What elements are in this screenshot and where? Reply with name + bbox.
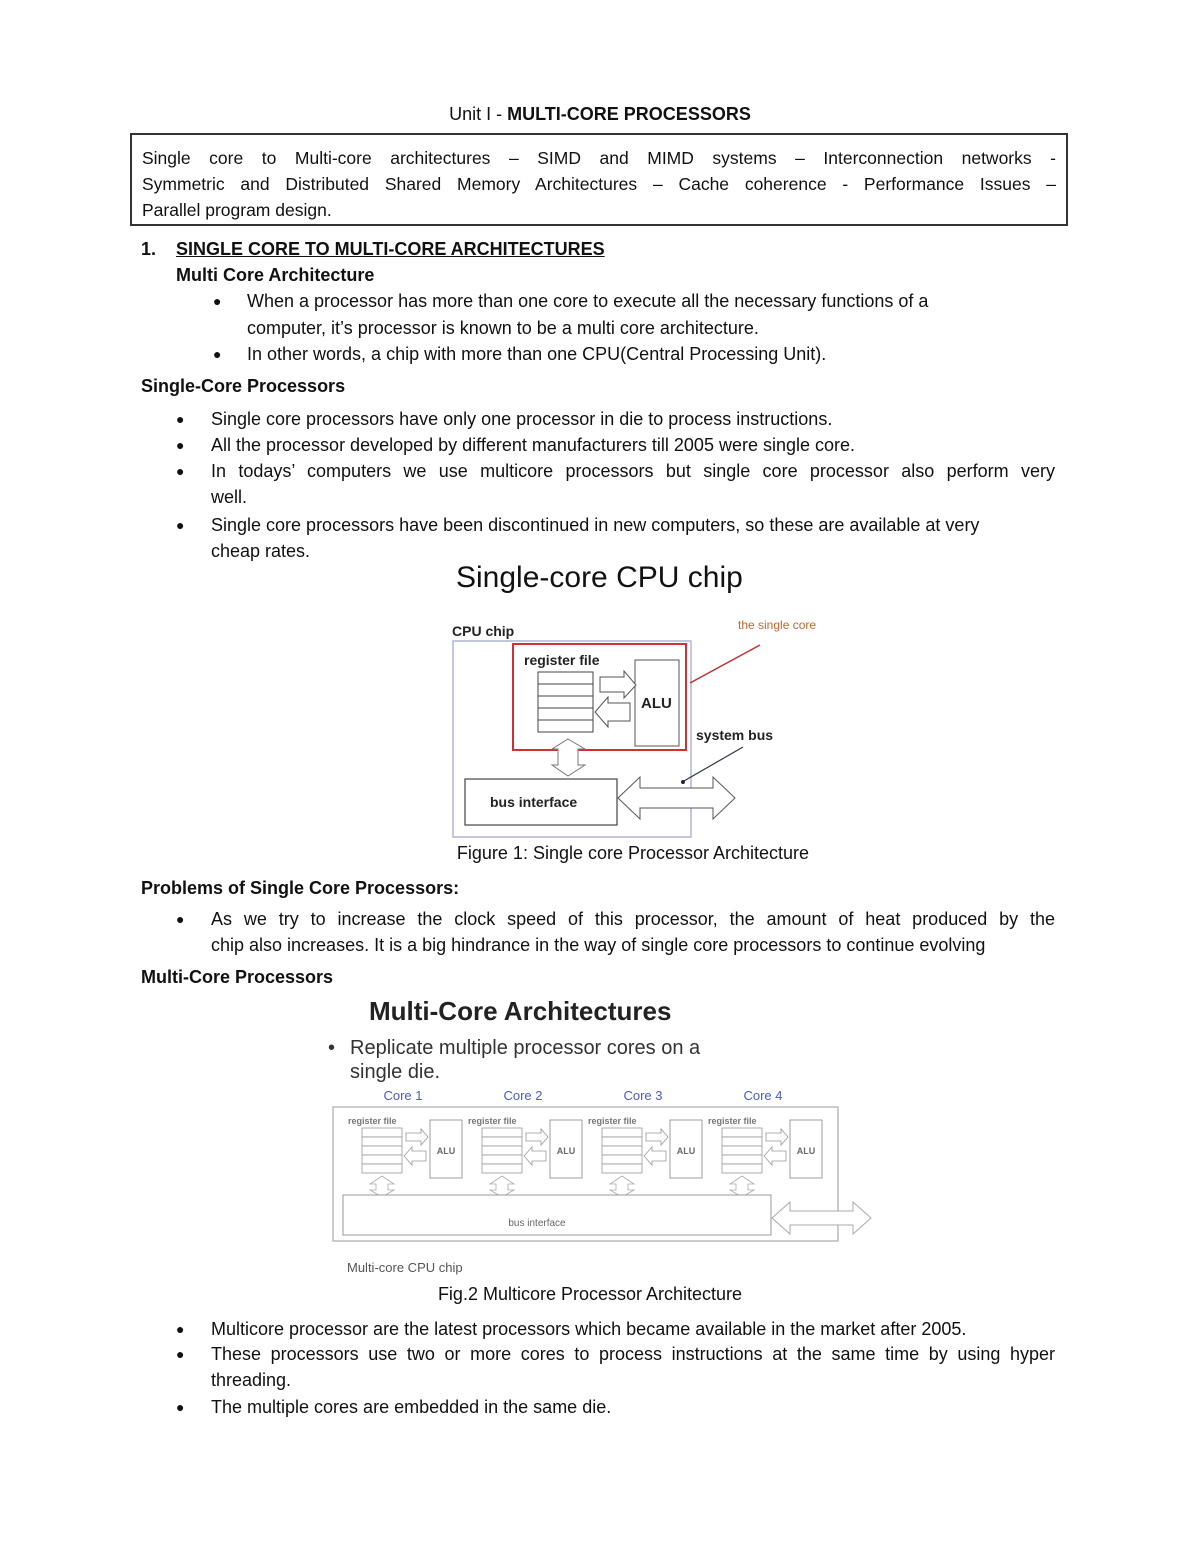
arrow-right-icon — [600, 671, 636, 698]
figure2-title: Multi-Core Architectures — [369, 996, 672, 1026]
core-register-file-label: register file — [708, 1116, 757, 1126]
core-label: Core 1 — [383, 1088, 423, 1103]
bullet-icon: ● — [176, 411, 185, 427]
bullet-text: The multiple cores are embedded in the same die. — [211, 1397, 612, 1417]
figure2-caption: Fig.2 Multicore Processor Architecture — [437, 1284, 743, 1304]
core-pointer-line — [690, 645, 760, 683]
bullet-icon: ● — [176, 463, 185, 479]
core-arrow-left-icon — [404, 1147, 426, 1165]
core-arrow-right-icon — [526, 1129, 548, 1145]
core-arrow-updown-icon — [490, 1176, 514, 1197]
bullet-text: When a processor has more than one core to execute all the necessary functions of a — [247, 291, 929, 311]
bus-pointer-dot — [681, 780, 685, 784]
figure1-caption: Figure 1: Single core Processor Architecture — [456, 843, 810, 863]
bullet-icon: ● — [176, 911, 185, 927]
bullet-text: Multicore processor are the latest processors which became available in the market after 2005. — [211, 1319, 967, 1339]
bus-pointer-line — [684, 747, 743, 781]
multi-core-chip-label: Multi-core CPU chip — [347, 1260, 463, 1275]
figure1-chip-label: CPU chip — [452, 623, 515, 639]
core-arrow-right-icon — [766, 1129, 788, 1145]
figure-multi-core-cpu — [320, 990, 880, 1280]
core-register-row — [482, 1128, 522, 1137]
alu-label: ALU — [641, 695, 672, 712]
core-register-row — [362, 1155, 402, 1164]
bullet-text: As we try to increase the clock speed of this processor, the amount of heat produced by the — [211, 909, 1055, 929]
syllabus-box — [130, 133, 1068, 226]
core-register-row — [482, 1146, 522, 1155]
core-alu-label: ALU — [436, 1146, 456, 1156]
core-register-row — [602, 1146, 642, 1155]
bullet-text: Single core processors have been discontinued in new computers, so these are available at very — [211, 515, 980, 535]
core-register-row — [722, 1164, 762, 1173]
heading-problems: Problems of Single Core Processors: — [141, 878, 460, 898]
figure1-core-label: the single core — [738, 618, 817, 632]
bullet-text: computer, it’s processor is known to be a multi core architecture. — [247, 318, 759, 338]
figure2-bullet-icon: • — [328, 1037, 336, 1059]
register-file-label: register file — [524, 652, 600, 668]
bullet-icon: ● — [176, 437, 185, 453]
bullet-text: cheap rates. — [211, 541, 311, 561]
page-title — [0, 104, 1200, 125]
bullet-text: In other words, a chip with more than one CPU(Central Processing Unit). — [247, 344, 827, 364]
bullet-text: All the processor developed by different manufacturers till 2005 were single core. — [211, 435, 856, 455]
core-register-row — [362, 1164, 402, 1173]
arrow-updown-icon — [552, 739, 585, 776]
core-alu-label: ALU — [676, 1146, 696, 1156]
bullet-icon: ● — [176, 1321, 185, 1337]
core-register-row — [722, 1137, 762, 1146]
core-arrow-right-icon — [406, 1129, 428, 1145]
core-arrow-left-icon — [644, 1147, 666, 1165]
syllabus-line: Symmetric and Distributed Shared Memory Architectures – Cache coherence - Performance Issues – — [142, 174, 1056, 194]
bullet-icon: ● — [176, 1399, 185, 1415]
bullet-icon: ● — [213, 293, 222, 309]
figure2-bullet-line2: single die. — [350, 1061, 441, 1083]
core-register-row — [602, 1128, 642, 1137]
bullet-icon: ● — [176, 1346, 185, 1362]
arrow-left-icon — [595, 697, 630, 727]
heading-multi-core: Multi-Core Processors — [141, 967, 334, 987]
core-arrow-updown-icon — [370, 1176, 394, 1197]
core-register-row — [722, 1146, 762, 1155]
core-arrow-left-icon — [524, 1147, 546, 1165]
core-register-row — [482, 1164, 522, 1173]
register-file-stack — [538, 672, 593, 732]
core-alu-label: ALU — [556, 1146, 576, 1156]
core-register-file-label: register file — [588, 1116, 637, 1126]
external-bus-arrow-icon — [772, 1202, 871, 1234]
bullet-text: threading. — [211, 1370, 292, 1390]
section-heading: SINGLE CORE TO MULTI-CORE ARCHITECTURES — [176, 239, 605, 259]
title-main: MULTI-CORE PROCESSORS — [507, 104, 751, 124]
system-bus-arrow-icon — [618, 777, 735, 819]
bullet-text: Single core processors have only one processor in die to process instructions. — [211, 409, 833, 429]
subheading-multi-core-architecture: Multi Core Architecture — [176, 265, 375, 285]
core-register-row — [482, 1137, 522, 1146]
bus-interface-label: bus interface — [490, 794, 578, 810]
core-register-file-label: register file — [468, 1116, 517, 1126]
title-prefix: Unit I - — [449, 104, 508, 124]
shared-bus-interface-label: bus interface — [508, 1218, 566, 1229]
cores-group — [348, 1088, 822, 1197]
core-label: Core 4 — [743, 1088, 783, 1103]
core-register-row — [602, 1164, 642, 1173]
core-register-file-label: register file — [348, 1116, 397, 1126]
core-register-row — [362, 1137, 402, 1146]
figure2-bullet-line1: Replicate multiple processor cores on a — [350, 1037, 701, 1059]
syllabus-line: Parallel program design. — [142, 200, 332, 220]
core-register-row — [602, 1155, 642, 1164]
core-register-row — [362, 1128, 402, 1137]
figure-single-core-cpu — [440, 555, 860, 845]
bullet-icon: ● — [176, 517, 185, 533]
core-label: Core 3 — [623, 1088, 663, 1103]
figure1-title: Single-core CPU chip — [456, 561, 743, 594]
core-arrow-left-icon — [764, 1147, 786, 1165]
core-register-row — [722, 1155, 762, 1164]
core-register-row — [602, 1137, 642, 1146]
core-arrow-updown-icon — [610, 1176, 634, 1197]
syllabus-line: Single core to Multi-core architectures – SIMD and MIMD systems – Interconnection networks - — [142, 148, 1056, 168]
core-alu-label: ALU — [796, 1146, 816, 1156]
core-arrow-right-icon — [646, 1129, 668, 1145]
heading-single-core: Single-Core Processors — [141, 376, 346, 396]
core-register-row — [362, 1146, 402, 1155]
system-bus-label: system bus — [696, 727, 774, 743]
core-arrow-updown-icon — [730, 1176, 754, 1197]
section-number: 1. — [141, 239, 157, 259]
bullet-text: chip also increases. It is a big hindrance in the way of single core processors to continue evolving — [211, 935, 986, 955]
bullet-text: In todays’ computers we use multicore processors but single core processor also perform very — [211, 461, 1055, 481]
core-register-row — [482, 1155, 522, 1164]
bullet-icon: ● — [213, 346, 222, 362]
core-label: Core 2 — [503, 1088, 543, 1103]
bullet-text: These processors use two or more cores to process instructions at the same time by using hyper — [211, 1344, 1055, 1364]
bullet-text: well. — [211, 487, 248, 507]
shared-bus-interface-box — [343, 1195, 771, 1235]
core-register-row — [722, 1128, 762, 1137]
